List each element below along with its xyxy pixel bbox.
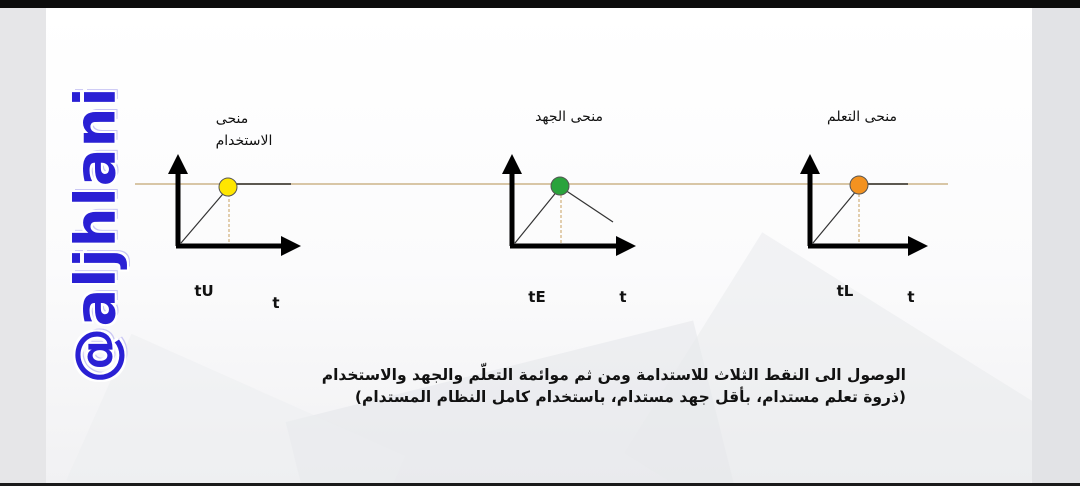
effort-curve-title: منحى الجهد [535, 109, 603, 125]
peak-dot [850, 176, 868, 194]
caption [240, 364, 906, 408]
usage-curve-title: منحى [215, 111, 249, 127]
time-axis-label: t [619, 288, 627, 306]
time-axis-label: t [272, 294, 280, 312]
usage-curve-title-line2: الاستخدام [215, 133, 273, 149]
rise-line [515, 190, 558, 243]
rise-line [181, 188, 228, 243]
peak-label: tU [194, 282, 214, 300]
caption-line-2: (ذروة تعلم مستدام، بأقل جهد مستدام، باستخدام كامل النظام المستدام) [354, 388, 906, 406]
decline-line [562, 188, 613, 222]
watermark: @aljhlani [63, 86, 129, 384]
peak-dot [219, 178, 237, 196]
peak-dot [551, 177, 569, 195]
learning-curve [808, 109, 918, 306]
usage-curve [176, 111, 291, 312]
effort-curve [510, 109, 627, 306]
learning-curve-title: منحى التعلم [827, 109, 897, 125]
peak-label: tL [836, 282, 854, 300]
caption-line-1: الوصول الى النقط الثلاث للاستدامة ومن ثم موائمة التعلّم والجهد والاستخدام [321, 366, 906, 384]
peak-label: tE [528, 288, 546, 306]
rise-line [813, 190, 857, 243]
time-axis-label: t [907, 288, 915, 306]
